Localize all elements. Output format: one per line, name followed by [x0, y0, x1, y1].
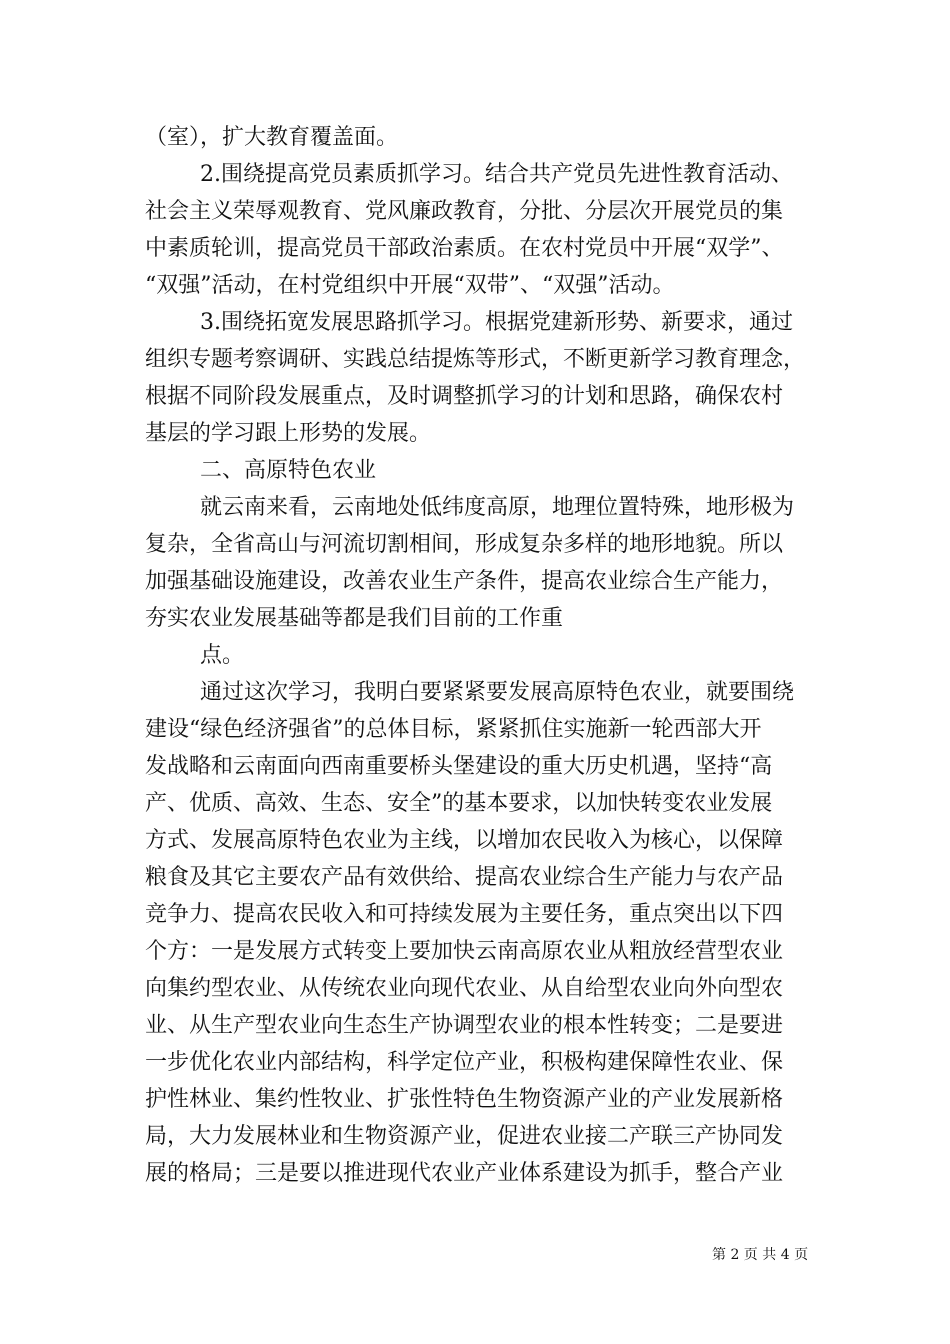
text-line: 复杂，全省高山与河流切割相间，形成复杂多样的地形地貌。所以: [145, 532, 784, 557]
text-line: 通过这次学习，我明白要紧紧要发展高原特色农业，就要围绕: [200, 680, 795, 705]
text-line: 点。: [200, 643, 245, 668]
text-line: 基层的学习跟上形势的发展。: [145, 421, 432, 446]
text-line: 组织专题考察调研、实践总结提炼等形式，不断更新学习教育理念，: [145, 347, 806, 372]
text-line: 展的格局；三是要以推进现代农业产业体系建设为抓手，整合产业: [145, 1161, 784, 1186]
text-line: （室），扩大教育覆盖面。: [145, 125, 399, 150]
text-line: 根据不同阶段发展重点，及时调整抓学习的计划和思路，确保农村: [145, 384, 784, 409]
text-line: “双强”活动，在村党组织中开展“双带”、“双强”活动。: [145, 273, 675, 298]
section-heading: 二、高原特色农业: [200, 458, 377, 483]
text-line: 向集约型农业、从传统农业向现代农业、从自给型农业向外向型农: [145, 976, 784, 1001]
page-number: 第 2 页 共 4 页: [712, 1247, 809, 1263]
text-line: 社会主义荣辱观教育、党风廉政教育，分批、分层次开展党员的集: [145, 199, 784, 224]
text-line: 2.围绕提高党员素质抓学习。结合共产党员先进性教育活动、: [200, 162, 793, 187]
text-line: 加强基础设施建设，改善农业生产条件，提高农业综合生产能力，: [145, 569, 784, 594]
text-line: 3.围绕拓宽发展思路抓学习。根据党建新形势、新要求，通过: [200, 310, 793, 335]
text-line: 夯实农业发展基础等都是我们目前的工作重: [145, 606, 564, 631]
text-line: 竞争力、提高农民收入和可持续发展为主要任务，重点突出以下四: [145, 902, 784, 927]
text-line: 业、从生产型农业向生态生产协调型农业的根本性转变；二是要进: [145, 1013, 784, 1038]
text-line: 局，大力发展林业和生物资源产业，促进农业接二产联三产协同发: [145, 1124, 784, 1149]
text-line: 护性林业、集约性牧业、扩张性特色生物资源产业的产业发展新格: [145, 1087, 784, 1112]
text-line: 发战略和云南面向西南重要桥头堡建设的重大历史机遇，坚持“高: [145, 754, 773, 779]
text-line: 建设“绿色经济强省”的总体目标，紧紧抓住实施新一轮西部大开: [145, 717, 762, 742]
text-line: 方式、发展高原特色农业为主线，以增加农民收入为核心，以保障: [145, 828, 784, 853]
text-line: 就云南来看，云南地处低纬度高原，地理位置特殊，地形极为: [200, 495, 795, 520]
text-line: 一步优化农业内部结构，科学定位产业，积极构建保障性农业、保: [145, 1050, 784, 1075]
text-line: 产、优质、高效、生态、安全”的基本要求，以加快转变农业发展: [145, 791, 773, 816]
text-line: 中素质轮训，提高党员干部政治素质。在农村党员中开展“双学”、: [145, 236, 784, 261]
text-line: 粮食及其它主要农产品有效供给、提高农业综合生产能力与农产品: [145, 865, 784, 890]
text-line: 个方：一是发展方式转变上要加快云南高原农业从粗放经营型农业: [145, 939, 784, 964]
